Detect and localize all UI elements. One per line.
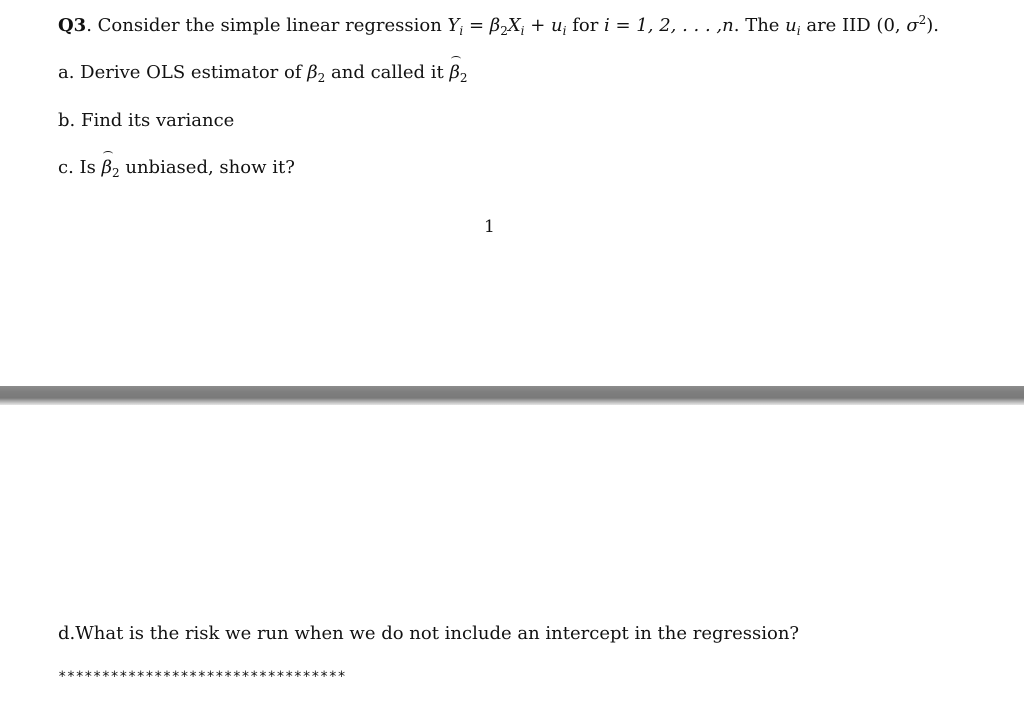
separator-stars: ********************************* (58, 669, 347, 685)
page-number: 1 (484, 217, 495, 237)
beta-hat-symbol: β (449, 62, 460, 83)
question-3b: b. Find its variance (58, 110, 235, 131)
page-separator (0, 386, 1024, 405)
question-3d: d.What is the risk we run when we do not include an intercept in the regression? (58, 623, 800, 644)
question-3c: c. Is $\beta_2$ unbiased, show it? (58, 157, 295, 180)
beta-hat-symbol: β (101, 157, 112, 178)
question-3a: a. Derive OLS estimator of $\beta_2$ and called it $\beta_2$ (58, 62, 468, 85)
question-label: Q3 (58, 15, 87, 36)
question-3: Q3. Consider the simple linear regression $Y_i = \beta_2X_i + u_i$ for i = 1, 2, . . . ,n. The $u_i$ are IID (0, $\sigma^2$). (58, 13, 940, 38)
page-2 (0, 405, 1024, 705)
